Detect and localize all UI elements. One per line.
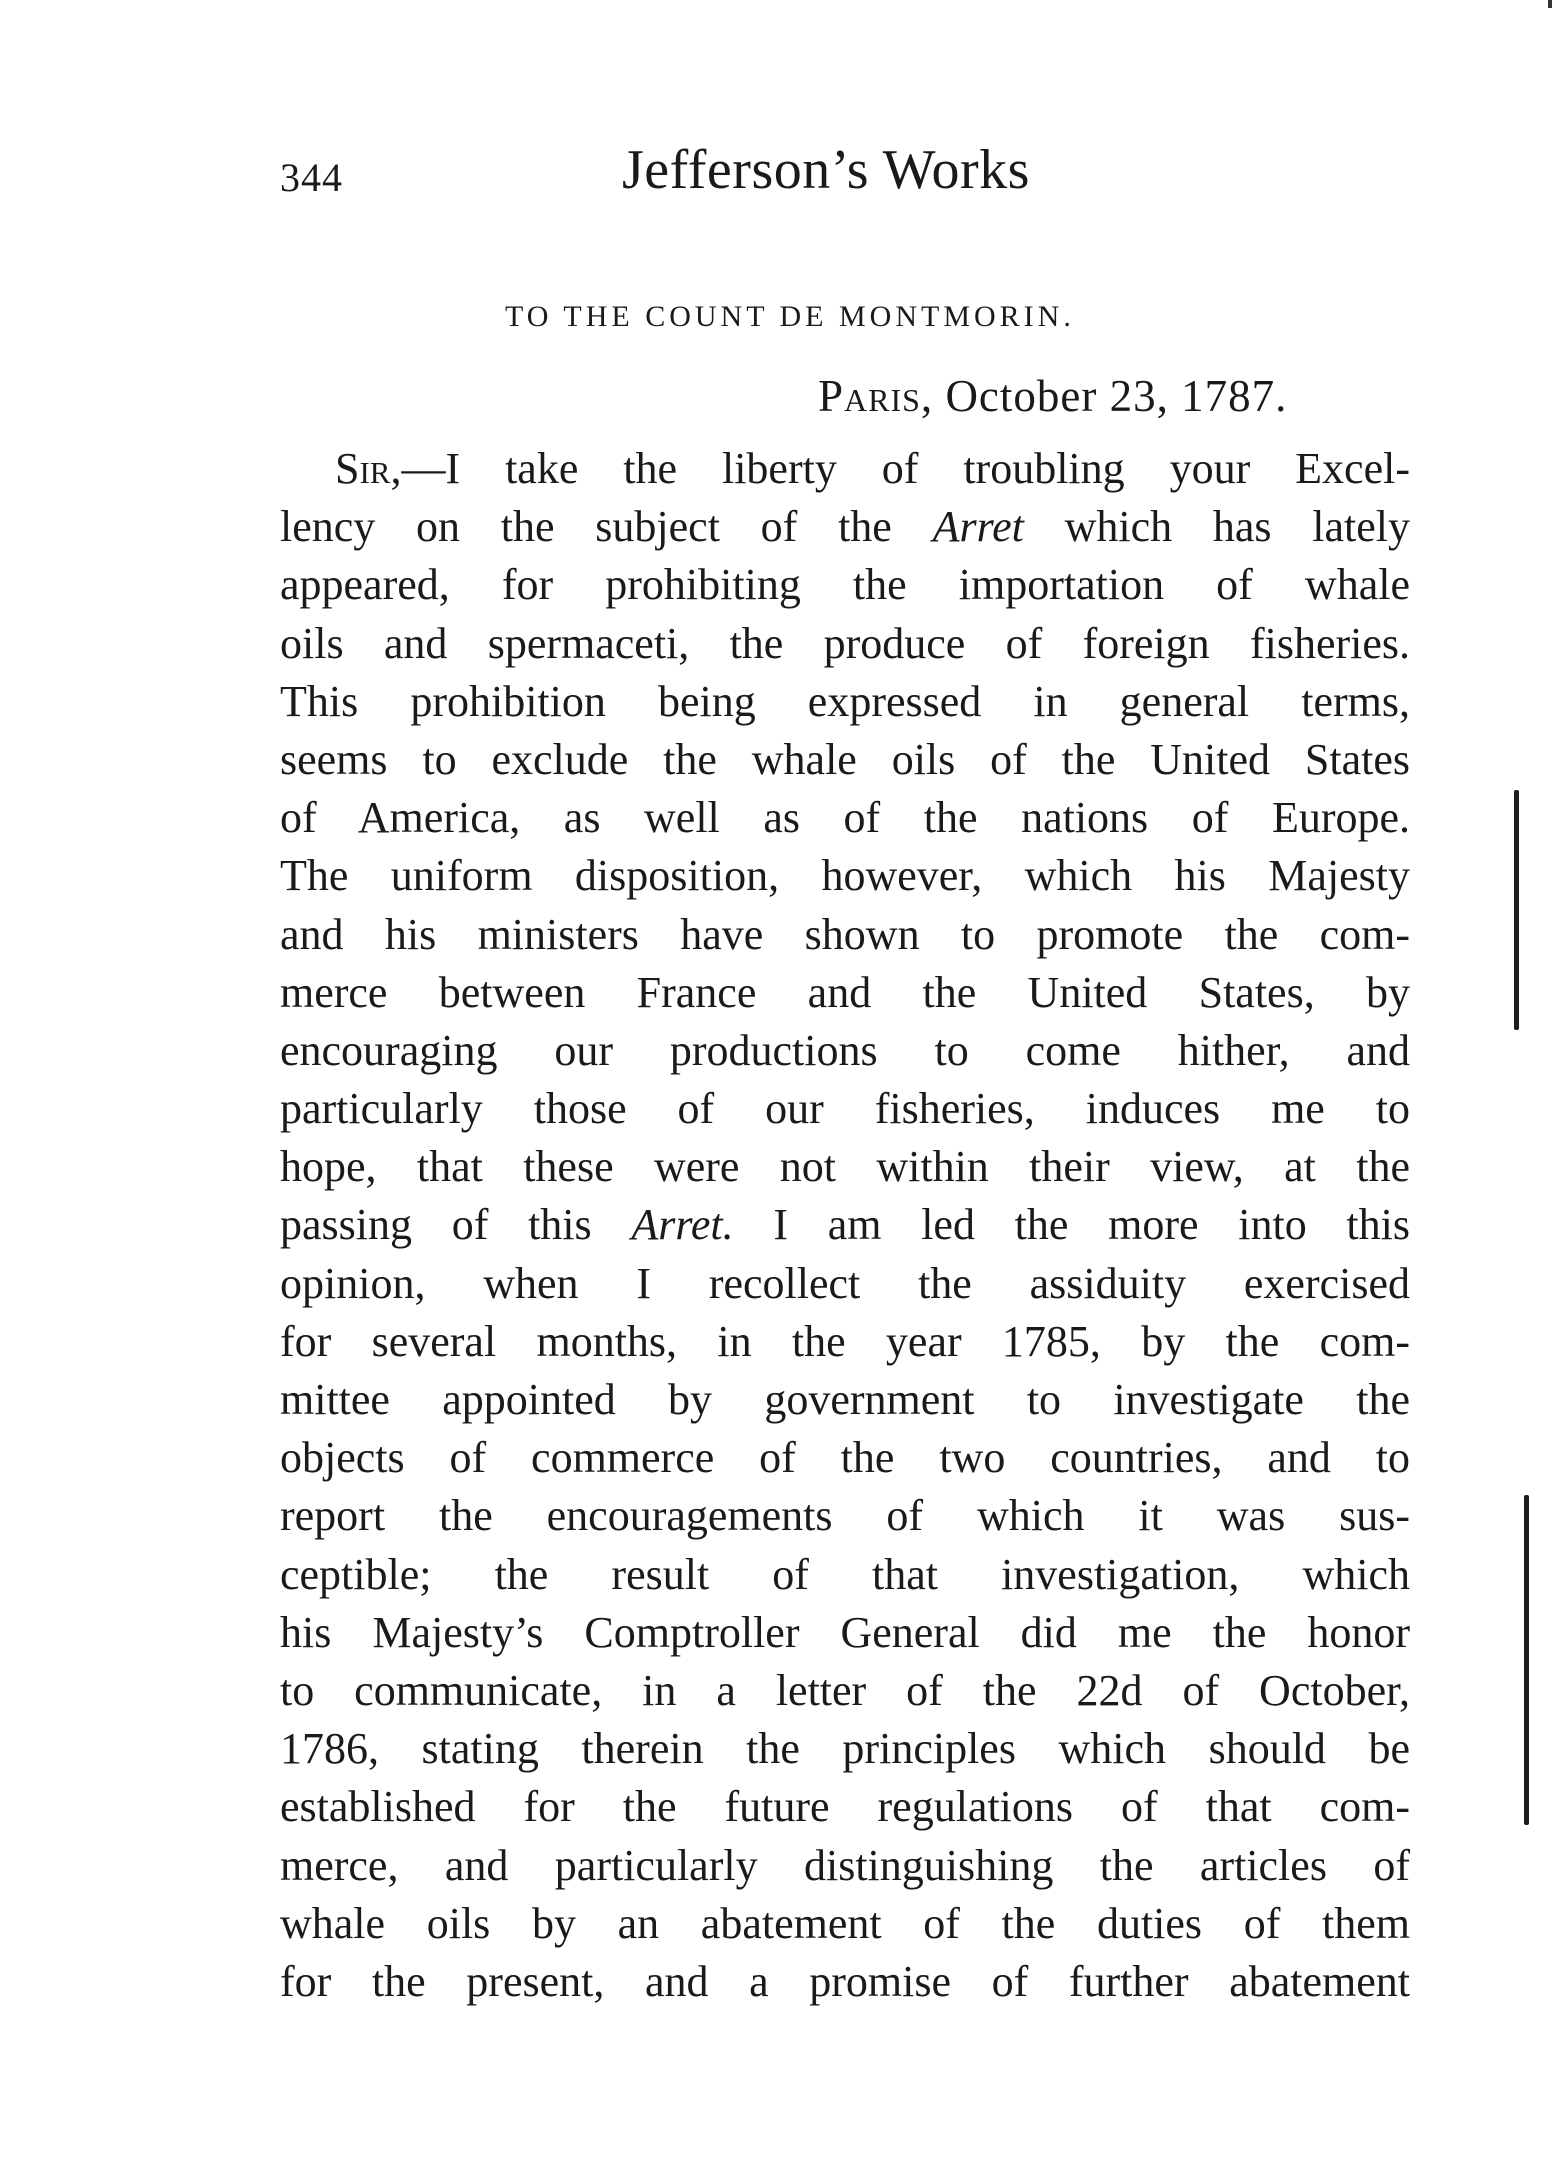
text-line: merce between France and the United States, by — [280, 967, 1410, 1017]
line-text: lency on the subject of the — [280, 502, 933, 552]
margin-mark — [1524, 1495, 1529, 1825]
text-line: particularly those of our fisheries, induces me to — [280, 1084, 1410, 1134]
text-line: seems to exclude the whale oils of the United States — [280, 734, 1410, 784]
running-title: Jefferson’s Works — [622, 139, 1030, 201]
text-line: encouraging our productions to come hither, and — [280, 1025, 1410, 1075]
scan-speck — [1548, 0, 1552, 8]
text-line: appeared, for prohibiting the importation of whale — [280, 560, 1410, 610]
line-text: which has lately — [1023, 502, 1410, 552]
text-line: report the encouragements of which it was sus- — [280, 1491, 1410, 1541]
line-text: —I take the liberty of troubling your Excel- — [401, 444, 1410, 493]
text-line: The uniform disposition, however, which his Majesty — [280, 851, 1410, 901]
line-text: passing of this — [280, 1200, 632, 1250]
letter-addressee: TO THE COUNT DE MONTMORIN. — [505, 300, 1075, 333]
letter-dateline — [818, 370, 1287, 422]
letter-body — [280, 440, 1410, 2011]
text-line: hope, that these were not within their view, at the — [280, 1142, 1410, 1192]
text-line: merce, and particularly distinguishing the articles of — [280, 1840, 1410, 1890]
text-line: to communicate, in a letter of the 22d of October, — [280, 1665, 1410, 1715]
margin-mark — [1514, 790, 1519, 1030]
text-line: This prohibition being expressed in general terms, — [280, 676, 1410, 726]
text-line: for several months, in the year 1785, by the com- — [280, 1316, 1410, 1366]
text-line: for the present, and a promise of further abatement — [280, 1956, 1410, 2006]
text-line: ceptible; the result of that investigation, which — [280, 1549, 1410, 1599]
page-number: 344 — [280, 155, 343, 200]
salutation: Sir, — [335, 444, 402, 493]
text-line: of America, as well as of the nations of Europe. — [280, 793, 1410, 843]
text-line: and his ministers have shown to promote the com- — [280, 909, 1410, 959]
text-line: opinion, when I recollect the assiduity exercised — [280, 1258, 1410, 1308]
dateline-date: October 23, 1787. — [945, 371, 1288, 421]
text-line: oils and spermaceti, the produce of foreign fisheries. — [280, 618, 1410, 668]
text-line: whale oils by an abatement of the duties of them — [280, 1898, 1410, 1948]
text-line — [280, 440, 1410, 498]
text-line — [280, 498, 1410, 556]
italic-term: Arret. — [631, 1200, 734, 1250]
italic-term: Arret — [932, 502, 1024, 552]
running-head — [280, 138, 1080, 208]
text-line — [280, 1196, 1410, 1254]
text-line: his Majesty’s Comptroller General did me the honor — [280, 1607, 1410, 1657]
line-text: I am led the more into this — [733, 1200, 1411, 1250]
text-line: objects of commerce of the two countries, and to — [280, 1433, 1410, 1483]
dateline-place: Paris, — [818, 371, 934, 421]
text-line: mittee appointed by government to investigate the — [280, 1375, 1410, 1424]
text-line: established for the future regulations of that com- — [280, 1782, 1410, 1832]
text-line: 1786, stating therein the principles which should be — [280, 1724, 1410, 1774]
